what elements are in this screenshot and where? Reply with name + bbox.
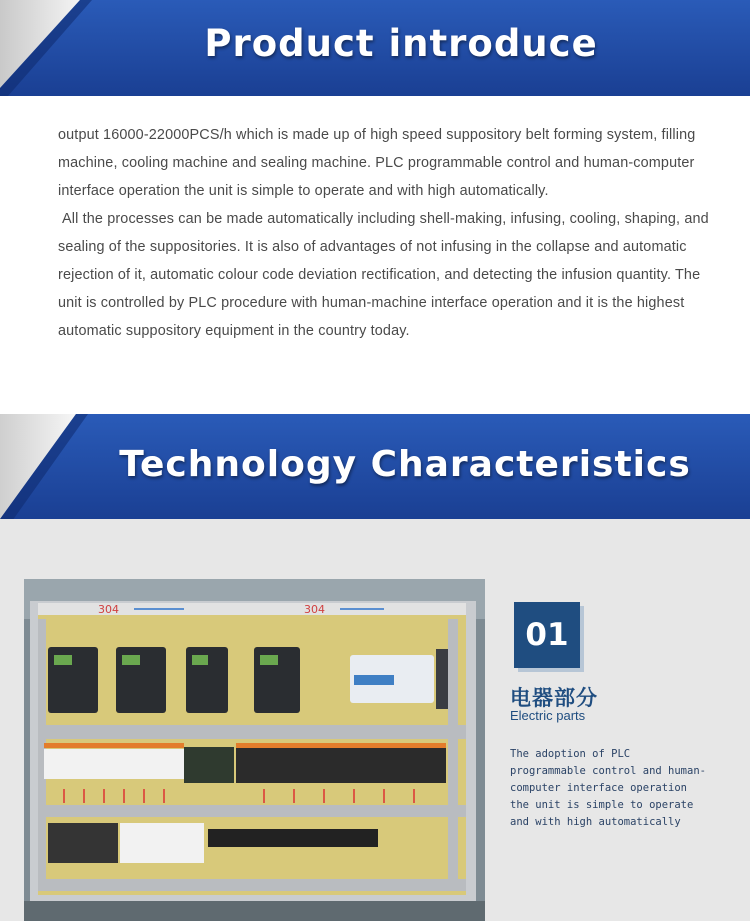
feature-title-english: Electric parts [510,708,586,723]
feature-description: The adoption of PLC programmable control and human-computer interface operation the unit is simple to operate and with high automatically [510,748,706,828]
intro-paragraph-2: All the processes can be made automatically including shell-making, infusing, cooling, shaping, and sealing of the suppositories. It is also of advantages of not infusing in the collapse and automatic rejection of it, automatic colour code deviation rectification, and detecting the infusion quantity. The unit is controlled by PLC procedure with human-machine interface operation and it is the highest automatic suppository equipment in the country today. [58,211,709,339]
plate-label: 304 [304,603,325,616]
technology-characteristics-banner [0,411,750,524]
section-title: Technology Characteristics [119,444,691,485]
feature-number: 01 [525,617,569,653]
page-title: Product introduce [204,22,598,65]
plate-label: 304 [98,603,119,616]
product-introduce-banner [0,0,750,100]
feature-number-badge [514,602,580,668]
feature-title-chinese: 电器部分 [510,686,598,710]
intro-paragraph-1: output 16000-22000PCS/h which is made up of high speed suppository belt forming system, filling machine, cooling machine and sealing machine. PLC programmable control and human-computer interface operation the unit is simple to operate and with high automatically. [58,127,696,199]
product-description [58,121,718,345]
electric-cabinet-photo [24,579,485,921]
characteristics-section [0,524,750,921]
